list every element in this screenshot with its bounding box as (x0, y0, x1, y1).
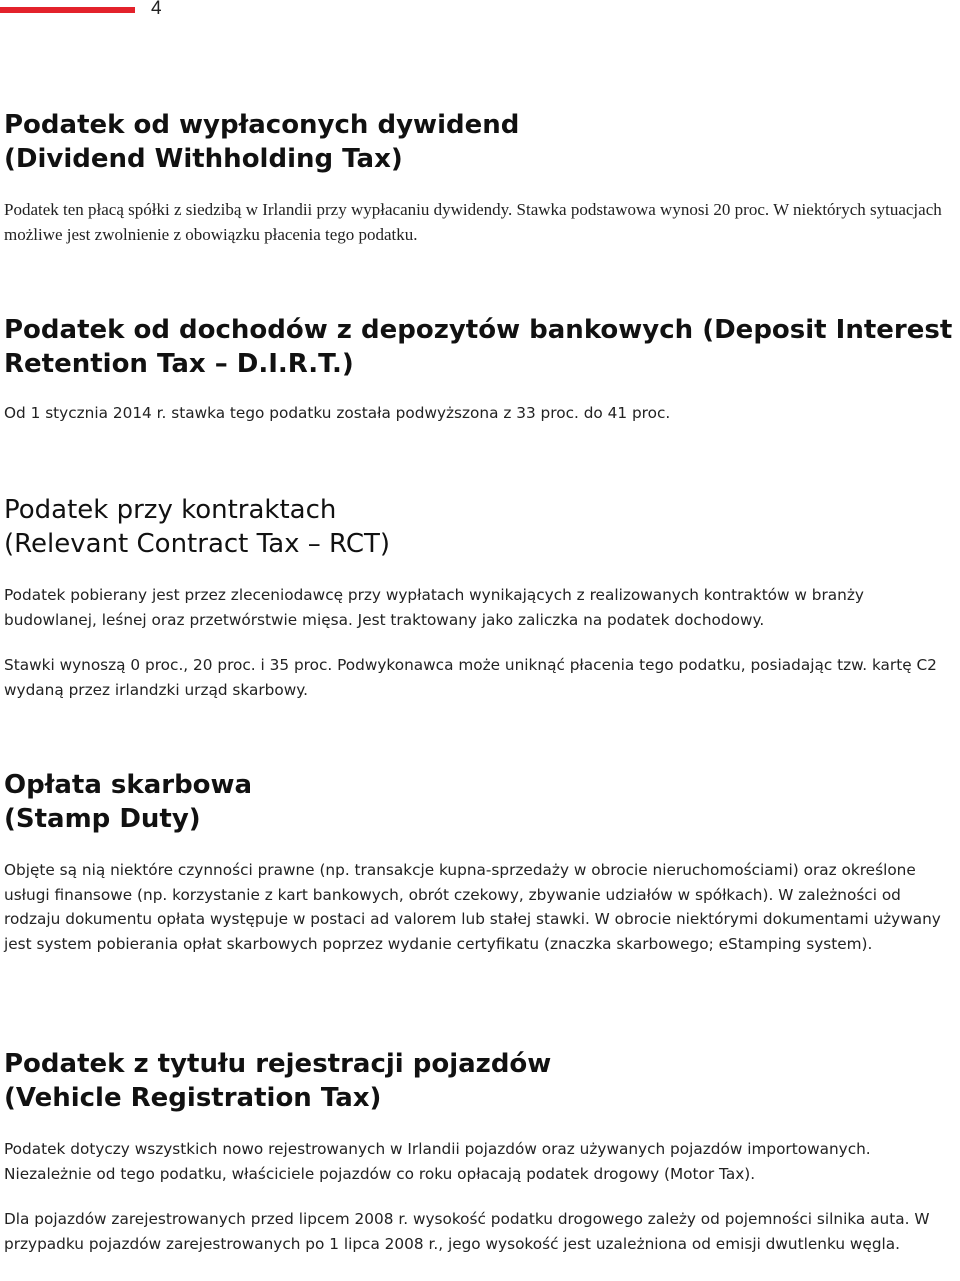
heading-line: Podatek przy kontraktach (4, 495, 337, 525)
section-heading-relevant-contract-tax (4, 493, 390, 561)
heading-line: (Dividend Withholding Tax) (4, 144, 403, 174)
section-heading-deposit-interest-retention-tax (4, 313, 952, 381)
header-accent-bar (0, 7, 135, 13)
heading-line: Retention Tax – D.I.R.T.) (4, 349, 354, 379)
heading-line: Opłata skarbowa (4, 770, 253, 800)
heading-line: Podatek od dochodów z depozytów bankowych (Deposit Interest (4, 315, 953, 345)
paragraph: Podatek pobierany jest przez zleceniodawcę przy wypłatach wynikających z realizowanych kontraktów w branży budowlanej, leśnej oraz przetwórstwie mięsa. Jest traktowany jako zaliczka na podatek dochodowy. (4, 586, 864, 629)
section-heading-dividend-withholding-tax (4, 108, 519, 176)
paragraph: Stawki wynoszą 0 proc., 20 proc. i 35 proc. Podwykonawca może uniknąć płacenia tego podatku, posiadając tzw. kartę C2 wydaną przez irlandzki urząd skarbowy. (4, 656, 937, 699)
section-heading-vehicle-registration-tax (4, 1047, 551, 1115)
paragraph: Dla pojazdów zarejestrowanych przed lipcem 2008 r. wysokość podatku drogowego zależy od pojemności silnika auta. W przypadku pojazdów zarejestrowanych po 1 lipca 2008 r., jego wysokość jest uzależniona od emisji dwutlenku węgla. (4, 1210, 930, 1253)
section-heading-stamp-duty (4, 768, 252, 836)
heading-line: (Vehicle Registration Tax) (4, 1083, 382, 1113)
paragraph: Podatek ten płacą spółki z siedzibą w Irlandii przy wypłacaniu dywidendy. Stawka podstawowa wynosi 20 proc. W niektórych sytuacjach możliwe jest zwolnienie z obowiązku płacenia tego podatku. (4, 200, 942, 244)
heading-line: (Stamp Duty) (4, 804, 201, 834)
paragraph: Podatek dotyczy wszystkich nowo rejestrowanych w Irlandii pojazdów oraz używanych pojazdów importowanych. Niezależnie od tego podatku, właściciele pojazdów co roku opłacają podatek drogowy (Motor Tax). (4, 1140, 871, 1183)
heading-line: Podatek od wypłaconych dywidend (4, 110, 520, 140)
heading-line: (Relevant Contract Tax – RCT) (4, 529, 391, 559)
page-number: 4 (151, 0, 162, 19)
paragraph: Od 1 stycznia 2014 r. stawka tego podatku została podwyższona z 33 proc. do 41 proc. (4, 404, 671, 422)
paragraph: Objęte są nią niektóre czynności prawne (np. transakcje kupna-sprzedaży w obrocie nieruchomościami) oraz określone usługi finansowe (np. korzystanie z kart bankowych, obrót czekowy, zbywanie udziałów w spółkach). W zależności od rodzaju dokumentu opłata występuje w postaci ad valorem lub stałej stawki. W obrocie niektórymi dokumentami używany jest system pobierania opłat skarbowych poprzez wydanie certyfikatu (znaczka skarbowego; eStamping system). (4, 861, 941, 953)
heading-line: Podatek z tytułu rejestracji pojazdów (4, 1049, 552, 1079)
